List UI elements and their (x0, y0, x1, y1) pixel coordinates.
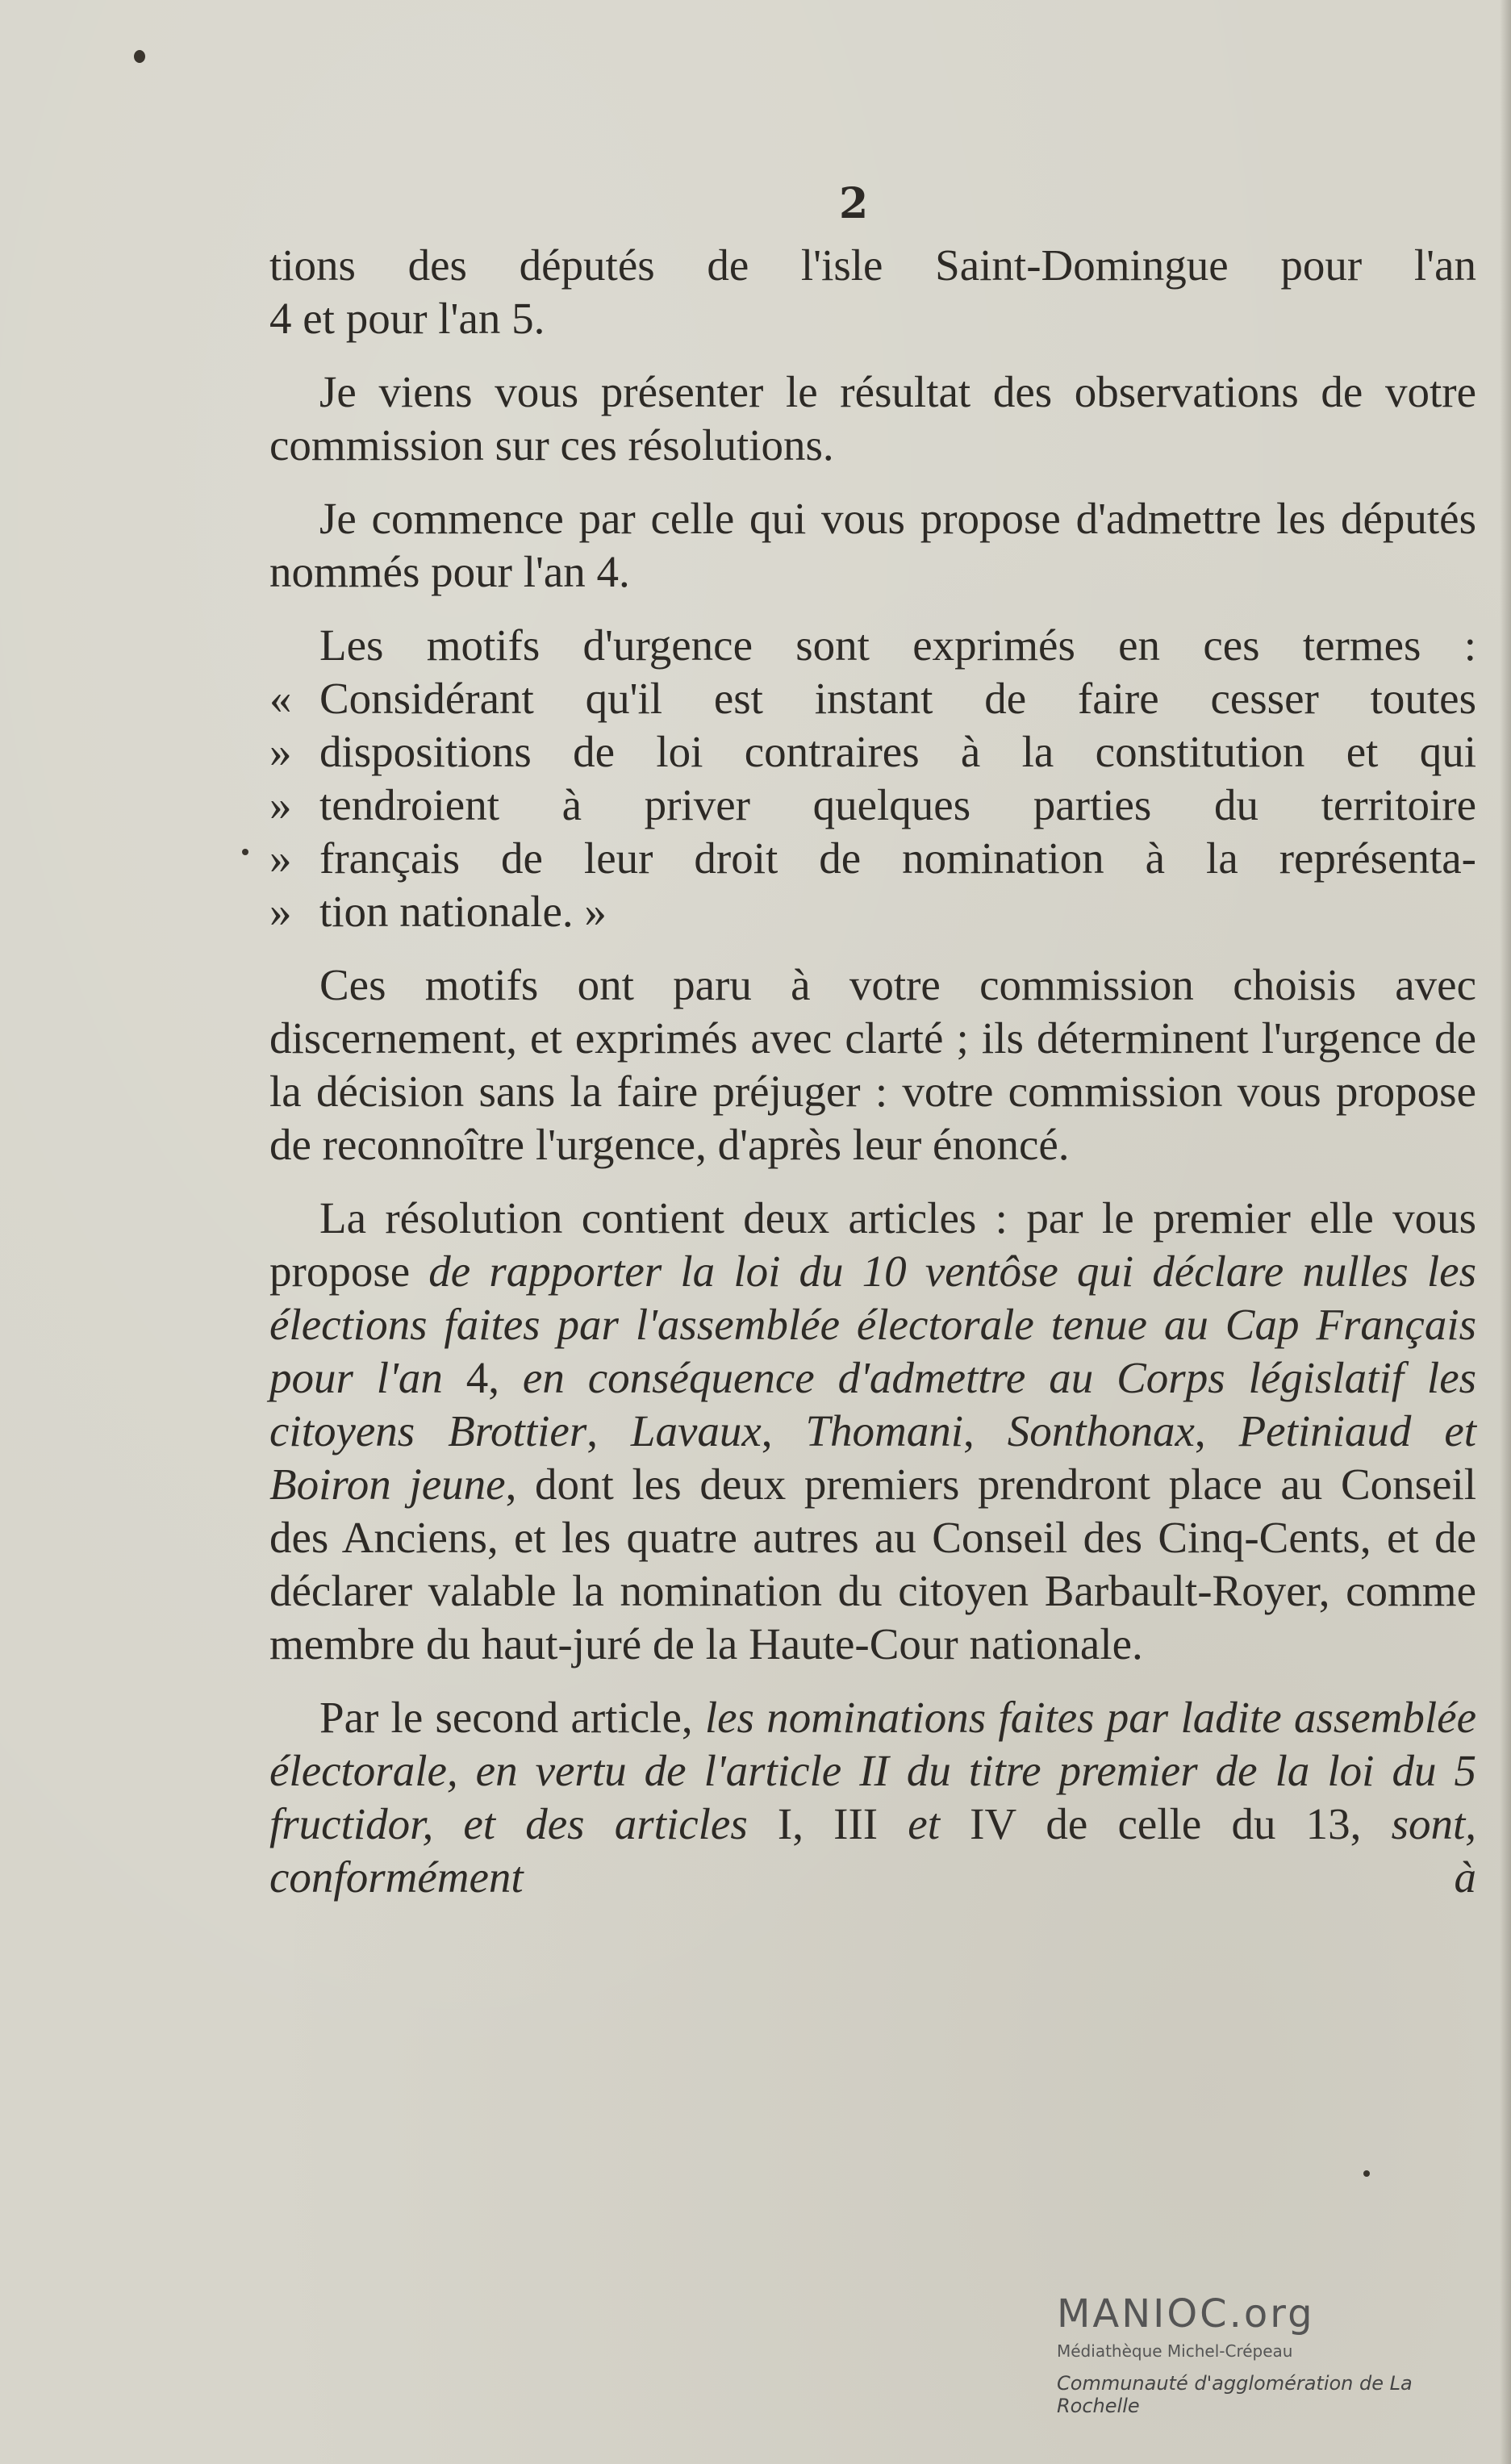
italic-run: Lavaux (630, 1406, 762, 1455)
paragraph-2: Je viens vous présenter le résultat des observations de votre commission sur ces résolutions. (269, 367, 1476, 470)
quote-line: tendroient à priver quelques parties du territoire (319, 780, 1476, 829)
paragraph-7 (269, 1691, 1476, 1904)
quote-line: français de leur droit de nomination à la représenta- (319, 833, 1476, 883)
guillemet-continue: » (269, 727, 292, 776)
paragraph-6 (269, 1192, 1476, 1671)
text-run: , dont les deux premiers prendront place au Conseil des Anciens, et les quatre autres au Conseil des Cinq-Cents, et de déclarer valable la nomination du citoyen Barbault-Royer, comme membre du haut-juré de la Haute-Cour nationale. (269, 1460, 1476, 1668)
italic-run: Sonthonax (1007, 1406, 1195, 1455)
italic-run: et (908, 1799, 940, 1848)
digitization-footer (1057, 2291, 1476, 2417)
italic-run: Thomani (805, 1406, 964, 1455)
ink-speck (134, 50, 145, 63)
text-run: La résolution contient deux articles : par le premier elle vous propose (269, 1193, 1476, 1296)
italic-run: en conséquence d'admettre au Corps législatif les citoyens Brottier (269, 1353, 1477, 1455)
italic-run: les nominations faites par ladite assemblée électorale, en vertu de l'article II du titre premier de la loi du 5 fructidor, et des articles (269, 1693, 1476, 1848)
paragraph-1 (269, 239, 1476, 345)
italic-run: Petiniaud et Boiron jeune (269, 1406, 1477, 1509)
ink-speck (1363, 2170, 1370, 2177)
text-run: I, III (747, 1799, 908, 1848)
quote-line: tion nationale. » (319, 887, 607, 936)
quote-line: dispositions de loi contraires à la constitution et qui (319, 727, 1476, 776)
italic-run: de rapporter la loi du 10 ventôse qui déclare nulles les élections faites par l'assemblée électorale tenue au Cap Français pour l'an (269, 1247, 1476, 1402)
text-line: 4 et pour l'an 5. (269, 294, 545, 343)
text-run: , (1194, 1406, 1239, 1455)
text-run: 4, (442, 1353, 523, 1402)
guillemet-continue: » (269, 833, 292, 883)
text-run: Par le second article, (319, 1693, 705, 1742)
quote-line: Considérant qu'il est instant de faire cesser toutes (319, 674, 1476, 723)
paragraph-5: Ces motifs ont paru à votre commission choisis avec discernement, et exprimés avec clarté ; ils déterminent l'urgence de la décision sans la faire préjuger : votre commission vous propose de reconnoître l'urgence, d'après leur énoncé. (269, 960, 1476, 1169)
library-name: Médiathèque Michel-Crépeau (1057, 2341, 1293, 2361)
text-run: de celle du 13, (1046, 1799, 1392, 1848)
guillemet-open: « (269, 674, 292, 723)
ink-speck (242, 849, 248, 855)
page-edge-shadow (1500, 0, 1511, 2464)
paragraph-4 (269, 619, 1476, 938)
text-run: , (963, 1406, 1008, 1455)
urgency-intro: Les motifs d'urgence sont exprimés en ces termes : (319, 620, 1476, 670)
text-line: tions des députés de l'isle Saint-Domingue pour l'an (269, 240, 1476, 290)
italic-run: sont, conformément à (269, 1799, 1476, 1902)
text-run: , (761, 1406, 806, 1455)
body-text (269, 239, 1476, 1924)
manioc-logo: MANIOC.org (1057, 2291, 1315, 2337)
community-name: Communauté d'agglomération de La Rochelle (1057, 2372, 1413, 2417)
text-run: , (586, 1406, 631, 1455)
page-number: 2 (839, 179, 869, 228)
paragraph-3: Je commence par celle qui vous propose d'admettre les députés nommés pour l'an 4. (269, 494, 1476, 596)
guillemet-continue: » (269, 780, 292, 829)
guillemet-continue: » (269, 887, 292, 936)
text-run: IV (939, 1799, 1046, 1848)
